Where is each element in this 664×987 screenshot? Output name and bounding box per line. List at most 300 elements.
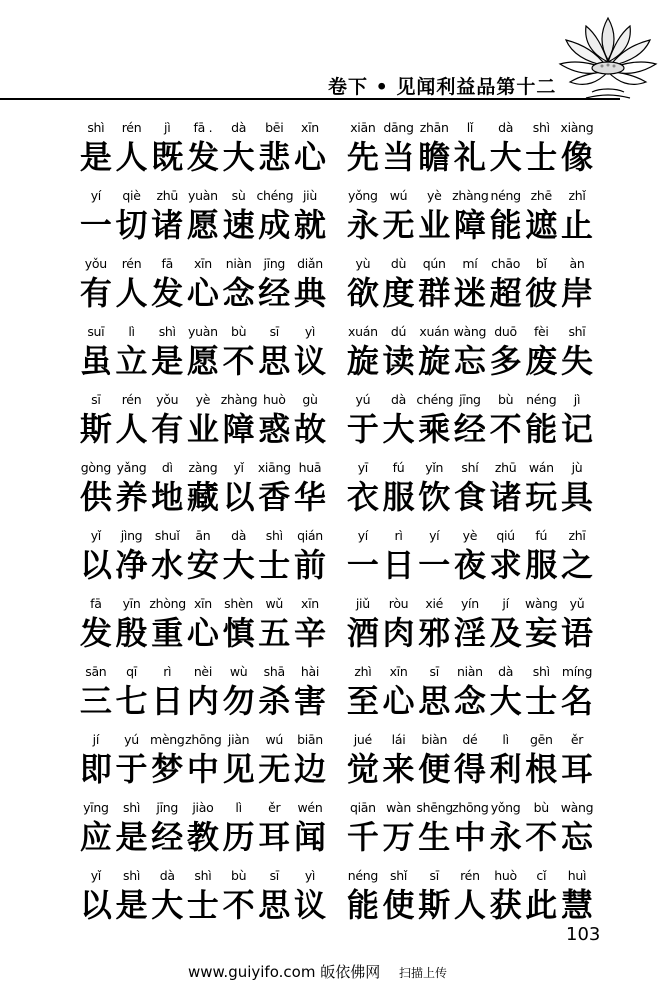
hanzi-row — [345, 206, 595, 244]
hanzi-character: 殷 — [115, 614, 148, 652]
hanzi-character: 净 — [115, 546, 148, 584]
verse-line — [345, 732, 595, 800]
verse-line — [345, 800, 595, 868]
hanzi-character: 经 — [453, 410, 486, 448]
pinyin-syllable: jīng — [156, 800, 179, 815]
verse-line — [78, 392, 328, 460]
hanzi-character: 思 — [258, 886, 291, 924]
hanzi-character: 止 — [560, 206, 593, 244]
pinyin-syllable: bēi — [265, 120, 284, 135]
pinyin-syllable: sù — [231, 188, 246, 203]
hanzi-character: 议 — [293, 342, 326, 380]
hanzi-character: 愿 — [186, 342, 219, 380]
hanzi-character: 藏 — [186, 478, 219, 516]
pinyin-syllable: fā . — [193, 120, 213, 135]
hanzi-row — [78, 478, 328, 516]
pinyin-syllable: xīn — [301, 120, 319, 135]
pinyin-syllable: bù — [533, 800, 549, 815]
hanzi-character: 食 — [453, 478, 486, 516]
hanzi-character: 就 — [293, 206, 326, 244]
hanzi-character: 经 — [151, 818, 184, 856]
hanzi-character: 思 — [418, 682, 451, 720]
hanzi-character: 典 — [293, 274, 326, 312]
pinyin-syllable: jiàn — [227, 732, 250, 747]
pinyin-row — [78, 528, 328, 544]
pinyin-syllable: huò — [262, 392, 286, 407]
hanzi-character: 读 — [382, 342, 415, 380]
pinyin-row — [78, 392, 328, 408]
pinyin-syllable: gù — [302, 392, 318, 407]
hanzi-character: 至 — [346, 682, 379, 720]
pinyin-syllable: jīng — [459, 392, 481, 407]
hanzi-character: 人 — [115, 138, 148, 176]
hanzi-character: 闻 — [293, 818, 326, 856]
hanzi-character: 人 — [115, 410, 148, 448]
pinyin-syllable: qiè — [122, 188, 141, 203]
pinyin-syllable: chéng — [256, 188, 294, 203]
pinyin-row — [345, 664, 595, 680]
pinyin-syllable: qiú — [496, 528, 515, 543]
hanzi-character: 心 — [186, 614, 219, 652]
pinyin-syllable: ròu — [388, 596, 409, 611]
hanzi-character: 无 — [382, 206, 415, 244]
hanzi-character: 夜 — [453, 546, 486, 584]
hanzi-character: 人 — [453, 886, 486, 924]
pinyin-syllable: dì — [161, 460, 173, 475]
pinyin-syllable: néng — [490, 188, 521, 203]
hanzi-character: 士 — [258, 546, 291, 584]
pinyin-syllable: shì — [194, 868, 212, 883]
pinyin-syllable: wù — [229, 664, 248, 679]
hanzi-character: 记 — [560, 410, 593, 448]
hanzi-character: 经 — [258, 274, 291, 312]
hanzi-character: 瞻 — [418, 138, 451, 176]
hanzi-character: 得 — [453, 750, 486, 788]
pinyin-syllable: zhī — [568, 528, 586, 543]
hanzi-character: 生 — [418, 818, 451, 856]
hanzi-character: 中 — [186, 750, 219, 788]
pinyin-row — [78, 868, 328, 884]
verse-line — [345, 324, 595, 392]
hanzi-row — [345, 886, 595, 924]
hanzi-character: 觉 — [346, 750, 379, 788]
hanzi-character: 内 — [186, 682, 219, 720]
hanzi-character: 障 — [222, 410, 255, 448]
verse-line — [78, 596, 328, 664]
hanzi-character: 安 — [186, 546, 219, 584]
pinyin-syllable: huā — [298, 460, 322, 475]
hanzi-character: 语 — [560, 614, 593, 652]
pinyin-syllable: shì — [123, 868, 141, 883]
pinyin-syllable: zhǐ — [568, 188, 586, 203]
pinyin-syllable: duō — [494, 324, 517, 339]
hanzi-row — [345, 614, 595, 652]
hanzi-character: 不 — [222, 342, 255, 380]
hanzi-character: 衣 — [346, 478, 379, 516]
pinyin-syllable: yí — [429, 528, 440, 543]
hanzi-character: 及 — [489, 614, 522, 652]
pinyin-syllable: xiāng — [257, 460, 291, 475]
pinyin-syllable: rén — [121, 120, 142, 135]
pinyin-row — [345, 732, 595, 748]
pinyin-syllable: dà — [231, 528, 247, 543]
hanzi-row — [345, 478, 595, 516]
hanzi-character: 人 — [115, 274, 148, 312]
pinyin-syllable: xiàng — [560, 120, 594, 135]
pinyin-syllable: xīn — [193, 256, 212, 271]
pinyin-syllable: niàn — [457, 664, 483, 679]
hanzi-character: 惑 — [258, 410, 291, 448]
pinyin-syllable: mèng — [149, 732, 185, 747]
hanzi-character: 以 — [79, 546, 112, 584]
hanzi-character: 念 — [222, 274, 255, 312]
hanzi-character: 失 — [560, 342, 593, 380]
pinyin-syllable: yǐ — [90, 868, 101, 883]
hanzi-character: 心 — [186, 274, 219, 312]
hanzi-character: 先 — [346, 138, 379, 176]
hanzi-character: 忘 — [453, 342, 486, 380]
pinyin-syllable: lì — [128, 324, 135, 339]
pinyin-syllable: fā — [161, 256, 173, 271]
pinyin-syllable: shēng — [416, 800, 453, 815]
hanzi-character: 旋 — [418, 342, 451, 380]
hanzi-character: 士 — [186, 886, 219, 924]
hanzi-character: 岸 — [560, 274, 593, 312]
hanzi-character: 一 — [418, 546, 451, 584]
pinyin-row — [78, 596, 328, 612]
pinyin-syllable: yǒu — [156, 392, 179, 407]
hanzi-character: 大 — [151, 886, 184, 924]
hanzi-character: 业 — [186, 410, 219, 448]
hanzi-character: 肉 — [382, 614, 415, 652]
verse-line — [78, 528, 328, 596]
hanzi-character: 于 — [115, 750, 148, 788]
pinyin-syllable: jiù — [302, 188, 317, 203]
verse-line — [345, 528, 595, 596]
hanzi-character: 教 — [186, 818, 219, 856]
pinyin-syllable: zàng — [188, 460, 218, 475]
pinyin-syllable: xīn — [389, 664, 408, 679]
pinyin-syllable: ān — [195, 528, 211, 543]
hanzi-character: 即 — [79, 750, 112, 788]
hanzi-character: 千 — [346, 818, 379, 856]
hanzi-character: 之 — [560, 546, 593, 584]
pinyin-syllable: yuàn — [188, 324, 218, 339]
hanzi-character: 妄 — [525, 614, 558, 652]
pinyin-syllable: rì — [394, 528, 403, 543]
hanzi-character: 中 — [453, 818, 486, 856]
pinyin-syllable: yǔ — [569, 596, 585, 611]
pinyin-syllable: rén — [121, 256, 142, 271]
pinyin-row — [78, 188, 328, 204]
pinyin-syllable: zhòng — [149, 596, 186, 611]
pinyin-syllable: xié — [425, 596, 444, 611]
pinyin-row — [345, 528, 595, 544]
pinyin-row — [345, 188, 595, 204]
pinyin-syllable: zhū — [494, 460, 517, 475]
pinyin-syllable: wàn — [386, 800, 411, 815]
hanzi-row — [345, 818, 595, 856]
hanzi-character: 心 — [382, 682, 415, 720]
hanzi-character: 香 — [258, 478, 291, 516]
pinyin-syllable: bù — [230, 324, 247, 339]
pinyin-row — [345, 596, 595, 612]
pinyin-row — [345, 460, 595, 476]
pinyin-syllable: ěr — [268, 800, 281, 815]
pinyin-row — [345, 868, 595, 884]
pinyin-syllable: cǐ — [536, 868, 547, 883]
pinyin-syllable: yǎng — [116, 460, 147, 475]
hanzi-character: 当 — [382, 138, 415, 176]
pinyin-syllable: zhì — [354, 664, 372, 679]
pinyin-syllable: zhōng — [452, 800, 489, 815]
pinyin-syllable: sī — [91, 392, 101, 407]
hanzi-character: 以 — [79, 886, 112, 924]
hanzi-character: 度 — [382, 274, 415, 312]
hanzi-character: 欲 — [346, 274, 379, 312]
verse-line — [345, 596, 595, 664]
hanzi-character: 酒 — [346, 614, 379, 652]
verse-line — [78, 664, 328, 732]
hanzi-character: 名 — [560, 682, 593, 720]
hanzi-row — [345, 546, 595, 584]
pinyin-syllable: yǐ — [90, 528, 101, 543]
hanzi-row — [78, 274, 328, 312]
hanzi-character: 议 — [293, 886, 326, 924]
pinyin-syllable: shì — [158, 324, 176, 339]
hanzi-character: 大 — [489, 682, 522, 720]
pinyin-syllable: dà — [498, 120, 514, 135]
hanzi-character: 慧 — [560, 886, 593, 924]
right-verse-column — [345, 120, 595, 936]
hanzi-character: 迷 — [453, 274, 486, 312]
hanzi-character: 大 — [382, 410, 415, 448]
hanzi-character: 服 — [525, 546, 558, 584]
hanzi-character: 服 — [382, 478, 415, 516]
pinyin-syllable: lì — [235, 800, 242, 815]
hanzi-character: 三 — [79, 682, 112, 720]
hanzi-character: 礼 — [453, 138, 486, 176]
pinyin-syllable: shì — [265, 528, 283, 543]
hanzi-character: 应 — [79, 818, 112, 856]
hanzi-character: 历 — [222, 818, 255, 856]
pinyin-row — [78, 256, 328, 272]
pinyin-syllable: yīn — [122, 596, 141, 611]
hanzi-character: 耳 — [560, 750, 593, 788]
pinyin-syllable: niàn — [225, 256, 252, 271]
page-number: 103 — [566, 924, 601, 945]
pinyin-syllable: jì — [573, 392, 581, 407]
pinyin-syllable: wàng — [525, 596, 558, 611]
pinyin-syllable: dāng — [383, 120, 414, 135]
pinyin-syllable: jiǔ — [355, 596, 370, 611]
hanzi-row — [345, 682, 595, 720]
pinyin-syllable: jīng — [263, 256, 286, 271]
chapter-title: 卷下 • 见闻利益品第十二 — [328, 76, 557, 98]
pinyin-syllable: shí — [461, 460, 479, 475]
hanzi-row — [78, 682, 328, 720]
hanzi-character: 日 — [382, 546, 415, 584]
hanzi-character: 立 — [115, 342, 148, 380]
pinyin-syllable: qián — [297, 528, 323, 543]
pinyin-syllable: yǒng — [347, 188, 378, 203]
pinyin-syllable: dà — [159, 868, 175, 883]
hanzi-character: 淫 — [453, 614, 486, 652]
pinyin-syllable: yè — [426, 188, 442, 203]
pinyin-syllable: xīn — [193, 596, 212, 611]
hanzi-character: 思 — [258, 342, 291, 380]
hanzi-character: 成 — [258, 206, 291, 244]
pinyin-syllable: shǐ — [390, 868, 408, 883]
verse-line — [345, 120, 595, 188]
pinyin-syllable: biān — [297, 732, 323, 747]
hanzi-character: 能 — [346, 886, 379, 924]
hanzi-character: 害 — [293, 682, 326, 720]
pinyin-syllable: yǒu — [84, 256, 107, 271]
pinyin-syllable: néng — [347, 868, 378, 883]
pinyin-syllable: shì — [532, 120, 550, 135]
hanzi-row — [78, 546, 328, 584]
verse-line — [78, 868, 328, 936]
pinyin-syllable: yí — [357, 528, 368, 543]
hanzi-character: 心 — [293, 138, 326, 176]
hanzi-character: 邪 — [418, 614, 451, 652]
pinyin-syllable: huì — [567, 868, 587, 883]
hanzi-character: 梦 — [151, 750, 184, 788]
hanzi-character: 饮 — [418, 478, 451, 516]
pinyin-syllable: wén — [297, 800, 323, 815]
hanzi-character: 能 — [525, 410, 558, 448]
hanzi-row — [78, 750, 328, 788]
hanzi-row — [345, 138, 595, 176]
hanzi-character: 大 — [222, 138, 255, 176]
pinyin-syllable: jué — [353, 732, 372, 747]
pinyin-syllable: sī — [269, 868, 279, 883]
hanzi-character: 业 — [418, 206, 451, 244]
hanzi-character: 遮 — [525, 206, 558, 244]
pinyin-syllable: shī — [568, 324, 586, 339]
pinyin-syllable: ěr — [570, 732, 584, 747]
verse-line — [78, 120, 328, 188]
hanzi-character: 不 — [222, 886, 255, 924]
pinyin-syllable: dú — [390, 324, 407, 339]
hanzi-character: 虽 — [79, 342, 112, 380]
hanzi-character: 彼 — [525, 274, 558, 312]
lotus-icon — [556, 8, 660, 104]
hanzi-character: 慎 — [222, 614, 255, 652]
hanzi-character: 有 — [151, 410, 184, 448]
pinyin-syllable: fú — [535, 528, 548, 543]
hanzi-character: 日 — [151, 682, 184, 720]
hanzi-character: 此 — [525, 886, 558, 924]
hanzi-character: 一 — [346, 546, 379, 584]
hanzi-character: 地 — [151, 478, 184, 516]
verse-line — [345, 188, 595, 256]
pinyin-syllable: qiān — [349, 800, 376, 815]
hanzi-character: 于 — [346, 410, 379, 448]
pinyin-syllable: wú — [265, 732, 284, 747]
hanzi-row — [78, 818, 328, 856]
pinyin-syllable: sī — [429, 868, 439, 883]
pinyin-syllable: dà — [391, 392, 407, 407]
hanzi-character: 悲 — [258, 138, 291, 176]
hanzi-character: 诸 — [151, 206, 184, 244]
pinyin-syllable: huò — [494, 868, 517, 883]
pinyin-syllable: hài — [300, 664, 320, 679]
hanzi-character: 永 — [489, 818, 522, 856]
pinyin-syllable: yì — [304, 324, 316, 339]
pinyin-syllable: yuàn — [188, 188, 218, 203]
pinyin-syllable: zhē — [530, 188, 552, 203]
hanzi-character: 无 — [258, 750, 291, 788]
pinyin-row — [78, 460, 328, 476]
pinyin-syllable: dà — [498, 664, 514, 679]
pinyin-syllable: suī — [87, 324, 105, 339]
hanzi-character: 不 — [525, 818, 558, 856]
pinyin-syllable: xiān — [350, 120, 376, 135]
pinyin-syllable: gēn — [529, 732, 553, 747]
pinyin-row — [345, 324, 595, 340]
verse-line — [78, 324, 328, 392]
pinyin-syllable: rì — [163, 664, 172, 679]
verse-line — [345, 664, 595, 732]
pinyin-syllable: wǔ — [265, 596, 284, 611]
pinyin-syllable: jiào — [192, 800, 214, 815]
pinyin-syllable: àn — [569, 256, 585, 271]
hanzi-character: 求 — [489, 546, 522, 584]
hanzi-character: 故 — [293, 410, 326, 448]
pinyin-syllable: yè — [462, 528, 478, 543]
hanzi-character: 斯 — [79, 410, 112, 448]
pinyin-syllable: yì — [304, 868, 316, 883]
hanzi-character: 是 — [115, 886, 148, 924]
hanzi-character: 速 — [222, 206, 255, 244]
pinyin-syllable: wàng — [560, 800, 594, 815]
hanzi-character: 万 — [382, 818, 415, 856]
pinyin-syllable: dé — [462, 732, 478, 747]
pinyin-syllable: chéng — [416, 392, 454, 407]
pinyin-syllable: nèi — [193, 664, 212, 679]
hanzi-character: 华 — [293, 478, 326, 516]
hanzi-character: 玩 — [525, 478, 558, 516]
header-rule — [0, 98, 620, 100]
hanzi-character: 士 — [525, 138, 558, 176]
pinyin-syllable: bǐ — [535, 256, 547, 271]
hanzi-character: 念 — [453, 682, 486, 720]
pinyin-syllable: fú — [392, 460, 405, 475]
pinyin-syllable: shì — [532, 664, 550, 679]
hanzi-character: 是 — [79, 138, 112, 176]
pinyin-syllable: rén — [460, 868, 480, 883]
hanzi-row — [78, 410, 328, 448]
pinyin-syllable: zhàng — [452, 188, 489, 203]
hanzi-row — [78, 138, 328, 176]
hanzi-character: 五 — [258, 614, 291, 652]
pinyin-syllable: lái — [391, 732, 406, 747]
pinyin-syllable: wàng — [453, 324, 487, 339]
hanzi-character: 使 — [382, 886, 415, 924]
hanzi-character: 供 — [79, 478, 112, 516]
hanzi-character: 不 — [489, 410, 522, 448]
pinyin-syllable: zhān — [419, 120, 449, 135]
pinyin-row — [78, 800, 328, 816]
hanzi-character: 大 — [222, 546, 255, 584]
pinyin-syllable: shuǐ — [154, 528, 180, 543]
hanzi-character: 获 — [489, 886, 522, 924]
pinyin-syllable: sī — [269, 324, 279, 339]
pinyin-row — [345, 800, 595, 816]
hanzi-character: 便 — [418, 750, 451, 788]
